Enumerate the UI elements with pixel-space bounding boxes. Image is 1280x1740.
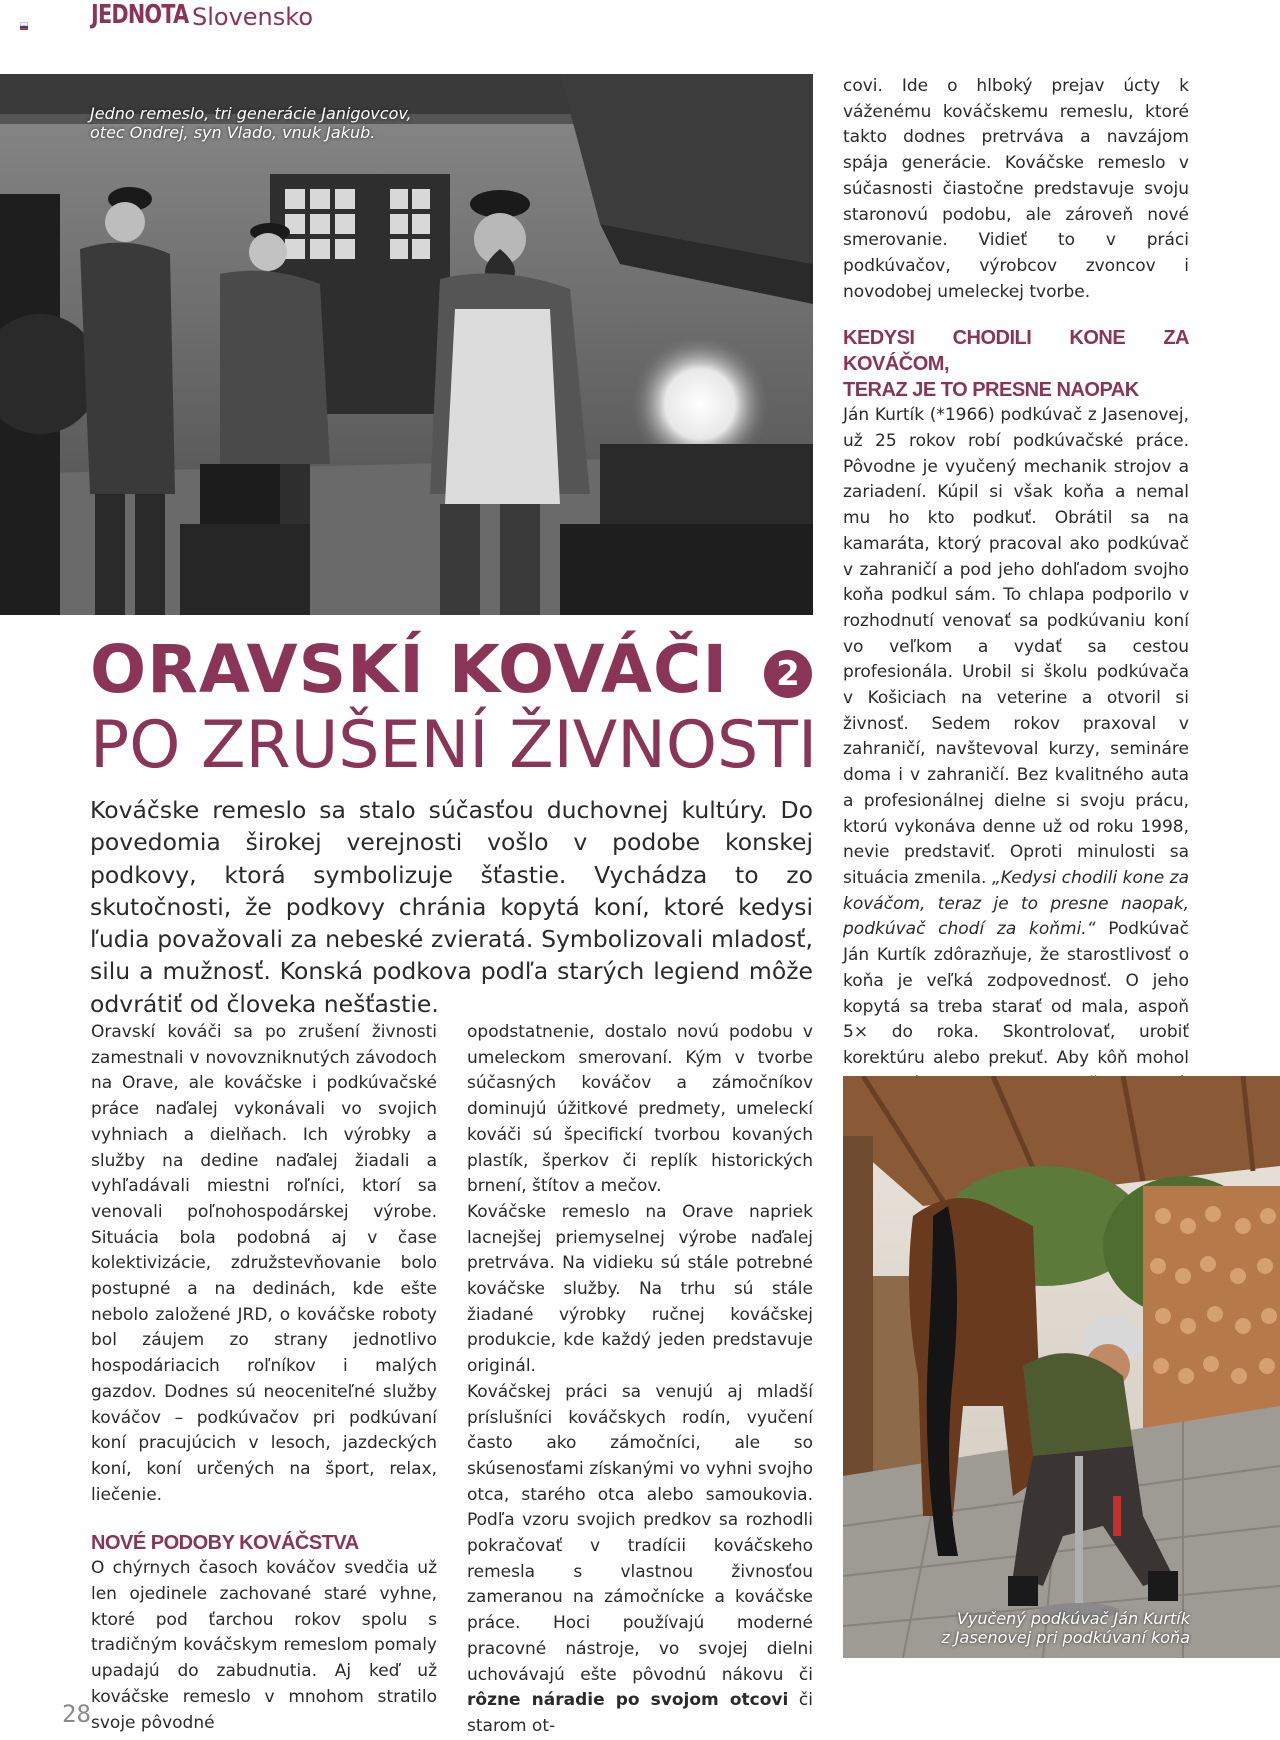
col1-subhead: NOVÉ PODOBY KOVÁČSTVA [91,1532,359,1555]
column-2 [467,1020,813,1740]
magazine-region: Slovensko [192,3,313,31]
top-photo-caption-line1: Jedno remeslo, tri generácie Janigovcov, [90,104,412,123]
col3-subhead-line2: TERAZ JE TO PRESNE NAOPAK [843,379,1139,402]
col2-p3-end: či starom ot- [467,1690,813,1736]
col2-paragraph-2: Kováčske remeslo na Orave napriek lacnejšej priemyselnej výrobe naďalej pretrváva. Na vidieku sú stále potrebné kováčske služby. Na trhu sú stále žiadané výrobky ručnej kováčskej produkcie, kde každý jeden predstavuje originál. [467,1201,813,1377]
col3-p2-quote: „Kedysi chodili kone za kováčom, teraz je to presne naopak, podkúvač chodí za koňmi.“ [843,867,1190,940]
col3-paragraph-1: covi. Ide o hlboký prejav úcty k váženému kováčskemu remeslu, ktoré takto dodnes pretrváva a navzájom spája generácie. Kováčske remeslo v súčasnosti čiastočne predstavuje svoju staronovú podobu, ale zároveň nové smerovanie. Vidieť to v práci podkúvačov, výrobcov zvoncov i novodobej umeleckej tvorbe. [843,76,1189,302]
col3-paragraph-2 [843,403,1189,1148]
farrier-photo [843,1076,1280,1658]
article-title-line2: PO ZRUŠENÍ ŽIVNOSTI [90,708,818,783]
col2-p3-start: Kováčskej práci sa venujú aj mladší príslušníci kováčskych rodín, vyučení často ako zámočníci, ale so skúsenosťami získanými vo vyhni svojho otca, starého otca alebo samoukovia. Podľa vzoru svojich predkov sa rozhodli pokračovať v tradícii kováčskeho remesla s vlastnou živnosťou zameranou na zámočnícke a kováčske práce. Hoci používajú moderné pracovné nástroje, vo svojej dielni uchovávajú ešte pôvodnú nákovu či [467,1381,813,1685]
column-1 [91,1020,437,1736]
col2-paragraph-1: opodstatnenie, dostalo novú podobu v umeleckom smerovaní. Kým v tvorbe súčasných kováčov a zámočníkov dominujú úžitkové predmety, umeleckí kováči sú špecifickí tvorbou kovaných plastík, šperkov či replík historických brnení, štítov a mečov. [467,1022,813,1197]
col3-p2-start: Ján Kurtík (*1966) podkúvač z Jasenovej, už 25 rokov robí podkúvačské práce. Pôvodne je vyučený mechanik strojov a zariadení. Kúpil si však koňa a nemal mu ho kto podkuť. Obrátil sa na kamaráta, ktorý pracoval ako podkúvač v zahraničí a pod jeho dohľadom svojho koňa podkul sám. To chlapa podporilo v rozhodnutí venovať sa podkúvaniu koní vo veľkom a vydať sa cestou profesionála. Urobil si školu podkúvača v Košiciach na veterine a otvoril si živnosť. Sedem rokov praxoval v zahraničí, navštevoval kurzy, semináre doma i v zahraničí. Bez kvalitného auta a profesionálnej dielne si svoju prácu, ktorú vykonáva denne už od roku 1998, nevie predstaviť. Oproti minulosti sa situácia zmenila. [843,405,1189,888]
blacksmith-photo [0,74,813,615]
bottom-photo-caption-line1: Vyučený podkúvač Ján Kurtík [956,1609,1190,1628]
col2-p3-bold: rôzne náradie po svojom otcovi [467,1690,789,1711]
page-number: 28 [62,1700,91,1728]
col3-p2-end: Podkúvač Ján Kurtík zdôrazňuje, že starostlivosť o koňa je veľká zodpovednosť. O jeho kopytá sa treba starať od mala, aspoň 5× do roka. Skontrolovať, urobiť korektúru alebo prekuť. Aby kôň mohol [843,919,1190,1068]
bottom-photo-caption [900,1609,1190,1647]
article-lead: Kováčske remeslo sa stalo súčasťou duchovnej kultúry. Do povedomia širokej verejnosti vošlo v podobe konskej podkovy, ktorá symbolizuje šťastie. Vychádza to zo skutočnosti, že podkovy chránia kopytá koní, ktoré kedysi ľudia považovali za nebeské zvieratá. Symbolizovali mladosť, silu a mužnosť. Konská podkova podľa starých legiend môže odvrátiť od človeka nešťastie. [90,796,813,1018]
col3-subhead [843,325,1189,403]
col3-subhead-line1: KEDYSI CHODILI KONE ZA KOVÁČOM, [843,327,1189,376]
article-title-line1: ORAVSKÍ KOVÁČI [90,631,729,708]
top-photo-caption [90,104,450,142]
bottom-photo-caption-line2: z Jasenovej pri podkúvaní koňa [941,1628,1190,1647]
col2-paragraph-3 [467,1380,813,1740]
col1-paragraph-2: O chýrnych časoch kováčov svedčia už len ojedinele zachované staré vyhne, ktoré pod ťarchou rokov spolu s tradičným kováčskym remeslom pomaly upadajú do zabudnutia. Aj keď už kováčske remeslo v mnohom stratilo svoje pôvodné [91,1558,437,1733]
page-header [0,0,1280,40]
magazine-brand: JEDNOTA [91,0,189,30]
slovak-flag-icon [20,22,28,28]
part-number-badge: 2 [764,650,812,698]
top-photo-caption-line2: otec Ondrej, syn Vlado, vnuk Jakub. [90,123,376,142]
col1-paragraph-1: Oravskí kováči sa po zrušení živnosti zamestnali v novovzniknutých závodoch na Orave, ale kováčske i podkúvačské práce naďalej vykonávali vo svojich vyhniach a dielňach. Ich výrobky a služby na dedine naďalej žiadali a vyhľadávali miestni roľníci, ktorí sa venovali poľnohospodárskej výrobe. Situácia bola podobná aj v čase kolektivizácie, združstevňovanie bolo postupné a na dedinách, kde ešte nebolo založené JRD, o kováčske roboty bol záujem zo strany jednotlivo hospodáriacich roľníkov i malých gazdov. Dodnes sú neoceniteľné služby kováčov – podkúvačov pri podkúvaní koní pracujúcich v lesoch, jazdeckých koní, koní určených na šport, relax, liečenie. [91,1022,437,1505]
column-3 [843,74,1189,1149]
